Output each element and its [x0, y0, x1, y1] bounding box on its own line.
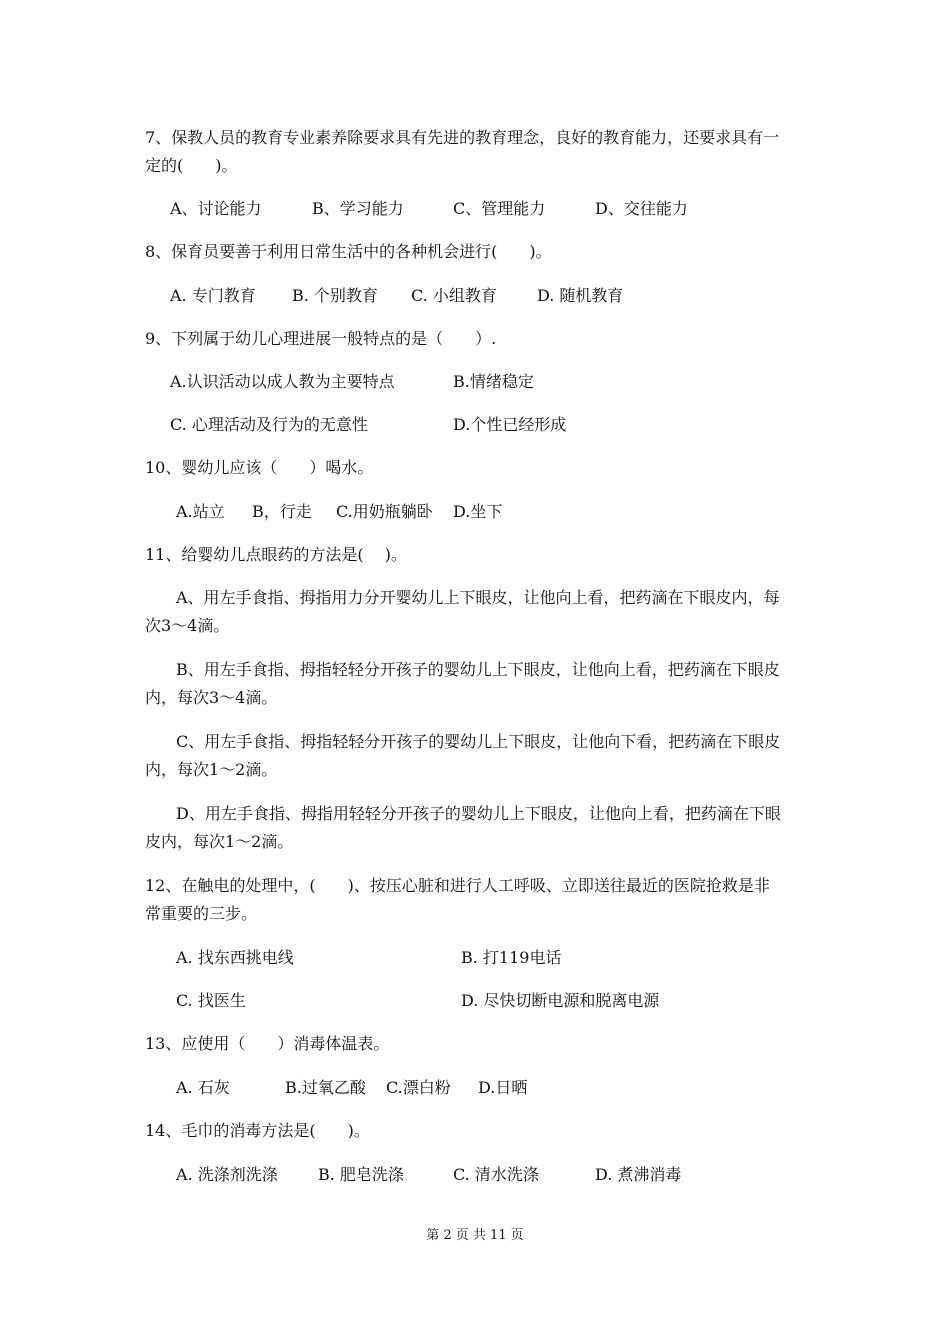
question-11-option-c-line-2: 内，每次1～2滴。 [145, 760, 278, 779]
question-13-option-d: D.日晒 [478, 1078, 528, 1097]
question-7-option-d: D、交往能力 [595, 199, 688, 218]
question-14-option-d: D. 煮沸消毒 [595, 1165, 682, 1184]
question-9-option-b: B.情绪稳定 [453, 372, 534, 391]
question-12-option-c: C. 找医生 [176, 991, 246, 1010]
question-13-option-a: A. 石灰 [176, 1078, 230, 1097]
question-9-option-c: C. 心理活动及行为的无意性 [170, 415, 368, 434]
question-10-option-a: A.站立 [176, 502, 225, 521]
question-11-option-c-line-1: C、用左手食指、拇指轻轻分开孩子的婴幼儿上下眼皮，让他向下看，把药滴在下眼皮 [176, 732, 781, 751]
question-11-option-b-line-2: 内，每次3～4滴。 [145, 688, 278, 707]
question-12-stem-line-1: 12、在触电的处理中，( )、按压心脏和进行人工呼吸、立即送往最近的医院抢救是非 [145, 876, 770, 895]
question-11-option-a-line-1: A、用左手食指、拇指用力分开婴幼儿上下眼皮，让他向上看，把药滴在下眼皮内，每 [176, 588, 780, 607]
question-8-option-d: D. 随机教育 [537, 286, 624, 305]
question-14-option-b: B. 肥皂洗涤 [318, 1165, 404, 1184]
question-10-stem: 10、婴幼儿应该（ ）喝水。 [145, 458, 374, 477]
question-10-option-d: D.坐下 [453, 502, 503, 521]
question-8-option-c: C. 小组教育 [411, 286, 497, 305]
question-7-option-b: B、学习能力 [312, 199, 404, 218]
question-7-stem-line-2: 定的( )。 [145, 156, 238, 175]
question-11-option-d-line-2: 皮内，每次1～2滴。 [145, 832, 294, 851]
question-10-option-c: C.用奶瓶躺卧 [336, 502, 433, 521]
question-14-stem: 14、毛巾的消毒方法是( )。 [145, 1121, 370, 1140]
question-11-option-d-line-1: D、用左手食指、拇指用轻轻分开孩子的婴幼儿上下眼皮，让他向上看，把药滴在下眼 [176, 804, 781, 823]
question-10-option-b: B，行走 [252, 502, 312, 521]
question-9-option-a: A.认识活动以成人教为主要特点 [170, 372, 395, 391]
question-8-option-a: A. 专门教育 [170, 286, 256, 305]
question-12-option-b: B. 打119电话 [461, 948, 562, 967]
question-9-stem: 9、下列属于幼儿心理进展一般特点的是（ ）. [145, 329, 497, 348]
question-13-option-c: C.漂白粉 [386, 1078, 451, 1097]
question-7-option-c: C、管理能力 [453, 199, 546, 218]
question-13-stem: 13、应使用（ ）消毒体温表。 [145, 1034, 390, 1053]
question-12-stem-line-2: 常重要的三步。 [145, 904, 258, 923]
question-11-stem: 11、给婴幼儿点眼药的方法是( )。 [145, 545, 407, 564]
question-11-option-b-line-1: B、用左手食指、拇指轻轻分开孩子的婴幼儿上下眼皮，让他向上看，把药滴在下眼皮 [176, 660, 780, 679]
question-12-option-a: A. 找东西挑电线 [176, 948, 294, 967]
question-8-stem: 8、保育员要善于利用日常生活中的各种机会进行( )。 [145, 242, 552, 261]
question-7-stem-line-1: 7、保教人员的教育专业素养除要求具有先进的教育理念，良好的教育能力，还要求具有一 [145, 128, 780, 147]
question-12-option-d: D. 尽快切断电源和脱离电源 [461, 991, 660, 1010]
question-11-option-a-line-2: 次3～4滴。 [145, 616, 230, 635]
question-7-option-a: A、讨论能力 [170, 199, 262, 218]
question-14-option-c: C. 清水洗涤 [453, 1165, 539, 1184]
question-14-option-a: A. 洗涤剂洗涤 [176, 1165, 278, 1184]
question-9-option-d: D.个性已经形成 [453, 415, 567, 434]
question-8-option-b: B. 个别教育 [292, 286, 378, 305]
page-footer: 第 2 页 共 11 页 [426, 1228, 524, 1243]
question-13-option-b: B.过氧乙酸 [285, 1078, 366, 1097]
